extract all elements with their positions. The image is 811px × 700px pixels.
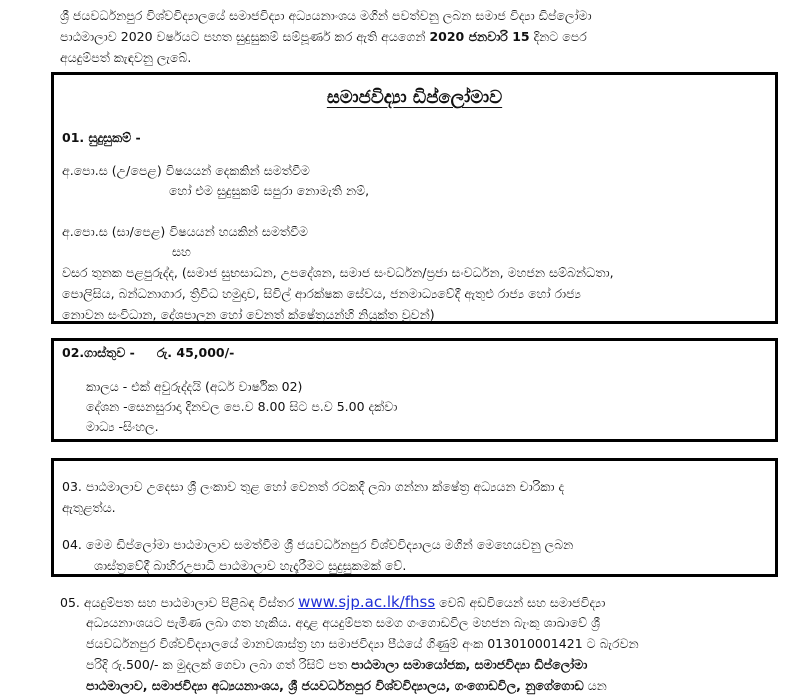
intro-line-2 bbox=[60, 27, 587, 47]
diploma-title: සමාජවිද්‍යා ඩිප්ලෝමාව bbox=[326, 87, 503, 108]
item-5-line-3 bbox=[86, 634, 639, 654]
fee-currency-value: රු. 45,000/- bbox=[156, 345, 235, 360]
qualifications-box bbox=[51, 72, 778, 324]
or-alternative: හෝ එම සුදුසුකම් සපුරා නොමැති නම්, bbox=[169, 183, 370, 198]
coordinator-address-1: පාඨමාලා සමායෝජක, සමාජවිද්‍යා ඩිප්ලෝමා bbox=[351, 657, 588, 672]
qualifications-heading: 01. සුදුසුකම් - bbox=[62, 130, 141, 145]
item-5-line-2: අධ්‍යයනාංශයට පැමිණ ලබා ගත හැකිය. අදාළ අයදුම්පත සමග ගංගොඩවිල මහජන බැංකු ශාඛාවේ ශ්‍රී bbox=[86, 615, 601, 630]
item-4-line-1: 04. මෙම ඩිප්ලෝමා පාඨමාලාව සමත්වීම ශ්‍රී ජයවර්ධනපුර විශ්වවිද්‍යාලය මගින් මෙහෙයවනු ලබන bbox=[62, 537, 574, 552]
experience-line-3: නොවන සංවිධාන, දේශපාලන හෝ වෙනත් ක්ෂේත්‍රයන්හි නියුක්ත වූවන්) bbox=[62, 307, 435, 322]
item-5-line-4 bbox=[86, 655, 587, 675]
fee-box bbox=[51, 338, 778, 442]
item-5-line-5 bbox=[86, 676, 607, 696]
item-5-line-3-tail: ට බැරවන bbox=[582, 636, 639, 651]
ol-qualification: අ.පො.ස (සා/පෙළ) විෂයයන් හයකින් සමත්වීම bbox=[62, 224, 308, 239]
fee-heading bbox=[62, 345, 234, 361]
duration-line: කාලය - එක් අවුරුද්දයි (අර්ධ වාර්ෂික 02) bbox=[86, 379, 303, 394]
lectures-line: දේශන -සෙනසුරාදා දිනවල පෙ.ව 8.00 සිට ප.ව 5.00 දක්වා bbox=[86, 399, 398, 414]
item-5-text-b: වෙබ් අඩවියෙන් සහ සමාජවිද්‍යා bbox=[435, 595, 606, 610]
item-5-text-a: 05. අයදුම්පත සහ පාඨමාලාව පිළිබඳ විස්තර bbox=[60, 595, 299, 610]
account-number: 013010001421 bbox=[487, 636, 583, 651]
and-connector: සහ bbox=[172, 244, 191, 259]
al-qualification: අ.පො.ස (උ/පෙළ) විෂයයන් දෙකකින් සමත්වීම bbox=[62, 163, 310, 178]
item-5-line-4-text: පරිදි රු.500/- ක මුදලක් ගෙවා ලබා ගත් රිසිට් පත bbox=[86, 657, 352, 672]
website-link[interactable]: www.sjp.ac.lk/fhss bbox=[298, 593, 436, 611]
experience-line-2: පොලිසිය, බන්ධනාගාර, ත්‍රිවිධ හමුදාව, සිවිල් ආරක්ෂක සේවය, ජනමාධ්‍යවේදී ඇතුළු රාජ්‍ය හෝ රාජ්‍ය bbox=[62, 286, 581, 301]
item-4-line-2: ශාස්ත්‍රවේදී බාහිරඋපාධි පාඨමාලාව හැදෑරීමට සුදුසුකමක් වේ. bbox=[94, 558, 407, 573]
experience-line-1: වසර තුනක පළපුරුද්ද, (සමාජ සුභසාධන, උපදේශන, සමාජ සංවර්ධන/ප්‍රජා සංවර්ධන, මහජන සම්බන්ධතා, bbox=[62, 265, 614, 280]
intro-line-2-tail: දිනට පෙර bbox=[529, 29, 587, 44]
intro-line-1: ශ්‍රී ජයවර්ධනපුර විශ්වවිද්‍යාලයේ සමාජවිද්‍යා අධ්‍යයනාංශය මගින් පවත්වනු ලබන සමාජ විද්‍යා ඩිප්ලෝමා bbox=[60, 8, 592, 23]
fee-label: 02.ගාස්තුව - bbox=[62, 345, 135, 360]
item-5-line-3-text: ජයවර්ධනපුර විශ්වවිද්‍යාලයේ මානවශාස්ත්‍ර හා සමාජවිද්‍යා පීඨයේ ගිණුම් අංක bbox=[86, 636, 488, 651]
intro-line-2-text: පාඨමාලාව 2020 වර්ෂයට පහත සුදුසුකම් සම්පූර්ණ කර ඇති අයගෙන් bbox=[60, 29, 430, 44]
intro-line-3: අයදුම්පත් කැඳවනු ලැබේ. bbox=[60, 50, 192, 65]
coordinator-address-2: පාඨමාලාව, සමාජවිද්‍යා අධ්‍යයනාංශය, ශ්‍රී ජයවර්ධනපුර විශ්වවිද්‍යාලය, ගංගොඩවිල, නුගේගොඩ bbox=[86, 678, 584, 693]
item-5-line-1 bbox=[60, 592, 605, 613]
notes-box bbox=[51, 458, 778, 577]
medium-line: මාධ්‍ය -සිංහල. bbox=[86, 419, 159, 434]
deadline-date: 2020 ජනවාරි 15 bbox=[429, 29, 530, 44]
item-5-line-5-tail: යන bbox=[583, 678, 607, 693]
item-3-line-2: ඇතුළත්ය. bbox=[62, 500, 116, 515]
item-3-line-1: 03. පාඨමාලාව උදෙසා ශ්‍රී ලංකාව තුළ හෝ වෙනත් රටකදී ලබා ගන්නා ක්ෂේත්‍ර අධ්‍යයන චාරිකා ද bbox=[62, 479, 565, 494]
